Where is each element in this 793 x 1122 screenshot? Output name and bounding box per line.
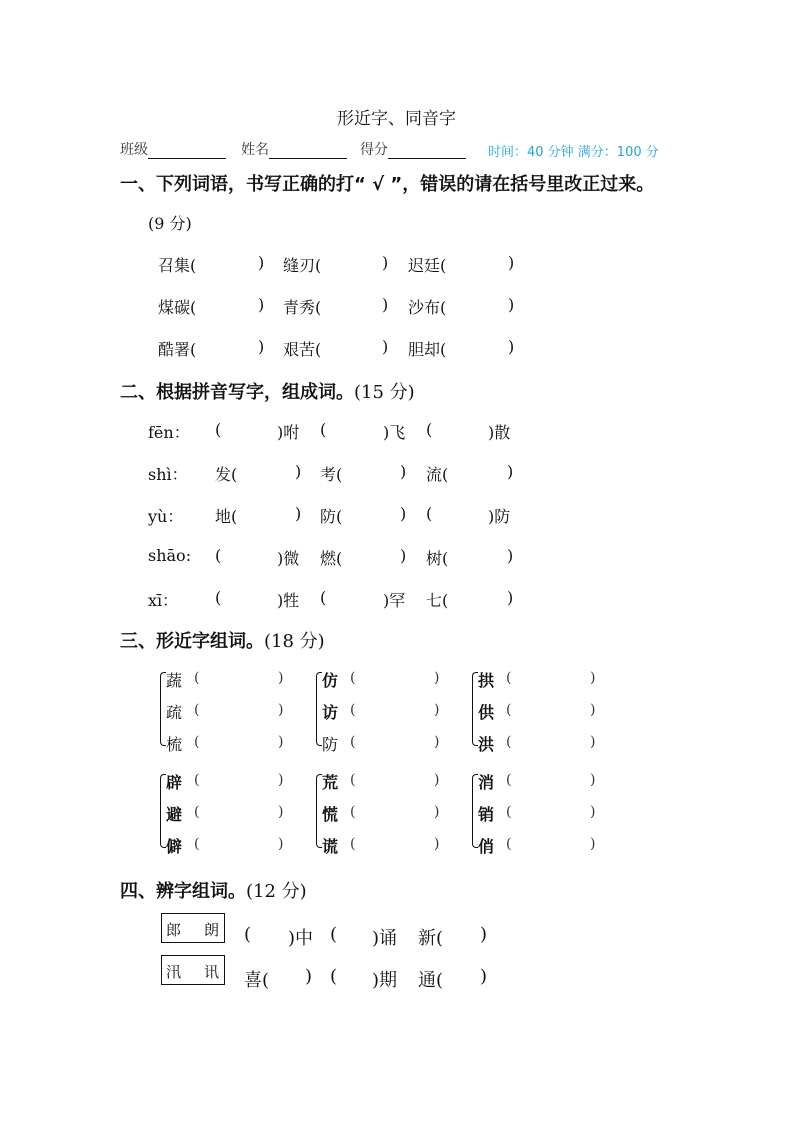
answer-paren[interactable]: )	[508, 337, 515, 356]
answer-paren-open[interactable]: (	[194, 772, 200, 788]
fill-item[interactable]: )	[305, 966, 313, 987]
answer-paren-close[interactable]: )	[590, 804, 596, 820]
fill-item[interactable]: )	[480, 966, 488, 987]
char-pair-box	[161, 913, 225, 943]
fill-item[interactable]: 树(	[426, 549, 449, 568]
fill-item[interactable]: 新(	[418, 928, 444, 949]
answer-paren-close[interactable]: )	[278, 734, 284, 750]
answer-paren-close[interactable]: )	[434, 804, 440, 820]
group-char: 访	[322, 703, 339, 722]
answer-paren-open[interactable]: (	[506, 804, 512, 820]
answer-paren-open[interactable]: (	[350, 702, 356, 718]
pinyin-label: shāo:	[148, 546, 192, 565]
answer-paren-close[interactable]: )	[278, 702, 284, 718]
group-char: 防	[322, 735, 339, 754]
word-item: 召集(	[158, 256, 197, 275]
group-char: 蔬	[166, 671, 183, 690]
group-char: 荒	[322, 773, 339, 792]
section2-heading	[120, 378, 415, 404]
word-item: 迟廷(	[408, 256, 447, 275]
answer-paren-open[interactable]: (	[194, 670, 200, 686]
answer-paren-open[interactable]: (	[506, 670, 512, 686]
name-blank[interactable]	[269, 144, 347, 159]
answer-paren-close[interactable]: )	[590, 772, 596, 788]
answer-paren-open[interactable]: (	[350, 836, 356, 852]
fill-item[interactable]: (	[215, 588, 222, 607]
class-blank[interactable]	[148, 144, 226, 159]
group-char: 销	[478, 805, 495, 824]
fill-item[interactable]: )	[400, 546, 407, 565]
fill-item[interactable]: )	[295, 504, 302, 523]
char-pair-box	[161, 955, 225, 985]
answer-paren-close[interactable]: )	[590, 836, 596, 852]
answer-paren[interactable]: )	[382, 337, 389, 356]
answer-paren-close[interactable]: )	[434, 702, 440, 718]
answer-paren[interactable]: )	[258, 295, 265, 314]
word-item: 酷署(	[158, 340, 197, 359]
answer-paren-open[interactable]: (	[350, 804, 356, 820]
fill-item[interactable]: )罕	[383, 591, 406, 610]
answer-paren-close[interactable]: )	[434, 836, 440, 852]
box-char: 郎	[166, 921, 182, 939]
box-char: 朗	[204, 921, 220, 939]
fill-item[interactable]: )散	[488, 423, 511, 442]
fill-item[interactable]: )	[295, 462, 302, 481]
group-char: 供	[478, 703, 495, 722]
fill-item[interactable]: (	[215, 546, 222, 565]
fill-item[interactable]: (	[330, 966, 338, 987]
group-char: 僻	[166, 837, 183, 856]
page-title: 形近字、同音字	[337, 109, 456, 129]
fill-item[interactable]: 七(	[426, 591, 449, 610]
section4-heading	[120, 877, 307, 903]
class-field[interactable]	[120, 139, 226, 159]
answer-paren[interactable]: )	[258, 253, 265, 272]
section3-heading	[120, 627, 325, 653]
group-char: 辟	[166, 773, 183, 792]
word-item: 煤碳(	[158, 298, 197, 317]
fill-item[interactable]: )	[507, 462, 514, 481]
section2-score: (15 分)	[354, 382, 415, 403]
word-item: 胆却(	[408, 340, 447, 359]
answer-paren-close[interactable]: )	[278, 836, 284, 852]
answer-paren-close[interactable]: )	[434, 734, 440, 750]
score-label: 得分	[360, 142, 388, 158]
group-char: 洪	[478, 735, 495, 754]
pinyin-label: fēn：	[148, 423, 190, 442]
name-field[interactable]	[241, 139, 347, 159]
pinyin-label: yù：	[148, 507, 184, 526]
fill-item[interactable]: 地(	[215, 507, 238, 526]
answer-paren-open[interactable]: (	[506, 734, 512, 750]
fill-item[interactable]: 防(	[320, 507, 343, 526]
fill-item[interactable]: )咐	[277, 423, 300, 442]
answer-paren[interactable]: )	[508, 295, 515, 314]
section3-title: 三、形近字组词。	[120, 631, 264, 652]
group-char: 慌	[322, 805, 339, 824]
answer-paren-close[interactable]: )	[278, 670, 284, 686]
fill-item[interactable]: )	[507, 546, 514, 565]
fill-item[interactable]: 流(	[426, 465, 449, 484]
class-label: 班级	[120, 142, 148, 158]
section1-score: (9 分)	[148, 214, 192, 233]
answer-paren-close[interactable]: )	[590, 670, 596, 686]
word-item: 青秀(	[283, 298, 322, 317]
answer-paren-open[interactable]: (	[194, 734, 200, 750]
answer-paren[interactable]: )	[508, 253, 515, 272]
section4-score: (12 分)	[246, 881, 307, 902]
answer-paren[interactable]: )	[258, 337, 265, 356]
answer-paren-open[interactable]: (	[194, 836, 200, 852]
answer-paren-open[interactable]: (	[194, 702, 200, 718]
fill-item[interactable]: (	[215, 420, 222, 439]
group-char: 消	[478, 773, 495, 792]
score-blank[interactable]	[388, 144, 466, 159]
section1-heading: 一、下列词语，书写正确的打“ √ ”，错误的请在括号里改正过来。	[120, 174, 655, 195]
answer-paren-open[interactable]: (	[506, 702, 512, 718]
section3-score: (18 分)	[264, 631, 325, 652]
fill-item[interactable]: 燃(	[320, 549, 343, 568]
answer-paren-close[interactable]: )	[590, 702, 596, 718]
fill-item[interactable]: (	[244, 924, 252, 945]
fill-item[interactable]: 考(	[320, 465, 343, 484]
fill-item[interactable]: (	[426, 420, 433, 439]
fill-item[interactable]: )中	[288, 928, 314, 949]
answer-paren-open[interactable]: (	[350, 734, 356, 750]
time-info: 时间：40 分钟 满分：100 分	[488, 145, 659, 160]
fill-item[interactable]: (	[320, 588, 327, 607]
score-field[interactable]	[360, 139, 466, 159]
answer-paren-open[interactable]: (	[350, 670, 356, 686]
fill-item[interactable]: (	[320, 420, 327, 439]
answer-paren-close[interactable]: )	[278, 804, 284, 820]
group-char: 仿	[322, 671, 339, 690]
fill-item[interactable]: )牲	[277, 591, 300, 610]
fill-item[interactable]: (	[330, 924, 338, 945]
box-char: 讯	[204, 963, 220, 981]
pinyin-label: xī：	[148, 591, 179, 610]
section2-title: 二、根据拼音写字，组成词。	[120, 382, 354, 403]
fill-item[interactable]: )诵	[372, 928, 398, 949]
fill-item[interactable]: )防	[488, 507, 511, 526]
group-char: 避	[166, 805, 183, 824]
group-char: 拱	[478, 671, 495, 690]
section4-title: 四、辨字组词。	[120, 881, 246, 902]
fill-item[interactable]: )	[400, 462, 407, 481]
fill-item[interactable]: 喜(	[244, 970, 270, 991]
group-char: 谎	[322, 837, 339, 856]
fill-item[interactable]: )	[480, 924, 488, 945]
box-char: 汛	[166, 963, 182, 981]
answer-paren-open[interactable]: (	[506, 772, 512, 788]
word-item: 艰苦(	[283, 340, 322, 359]
group-char: 疏	[166, 703, 183, 722]
word-item: 沙布(	[408, 298, 447, 317]
fill-item[interactable]: )飞	[383, 423, 406, 442]
answer-paren-close[interactable]: )	[434, 670, 440, 686]
pinyin-label: shì：	[148, 465, 188, 484]
answer-paren-open[interactable]: (	[350, 772, 356, 788]
answer-paren-close[interactable]: )	[434, 772, 440, 788]
word-item: 缝刃(	[283, 256, 322, 275]
answer-paren-open[interactable]: (	[506, 836, 512, 852]
group-char: 俏	[478, 837, 495, 856]
answer-paren[interactable]: )	[382, 253, 389, 272]
group-char: 梳	[166, 735, 183, 754]
fill-item[interactable]: )微	[277, 549, 300, 568]
answer-paren[interactable]: )	[382, 295, 389, 314]
name-label: 姓名	[241, 142, 269, 158]
answer-paren-open[interactable]: (	[194, 804, 200, 820]
answer-paren-close[interactable]: )	[590, 734, 596, 750]
answer-paren-close[interactable]: )	[278, 772, 284, 788]
fill-item[interactable]: (	[426, 504, 433, 523]
fill-item[interactable]: )期	[372, 970, 398, 991]
fill-item[interactable]: 通(	[418, 970, 444, 991]
fill-item[interactable]: )	[400, 504, 407, 523]
fill-item[interactable]: )	[507, 588, 514, 607]
fill-item[interactable]: 发(	[215, 465, 238, 484]
